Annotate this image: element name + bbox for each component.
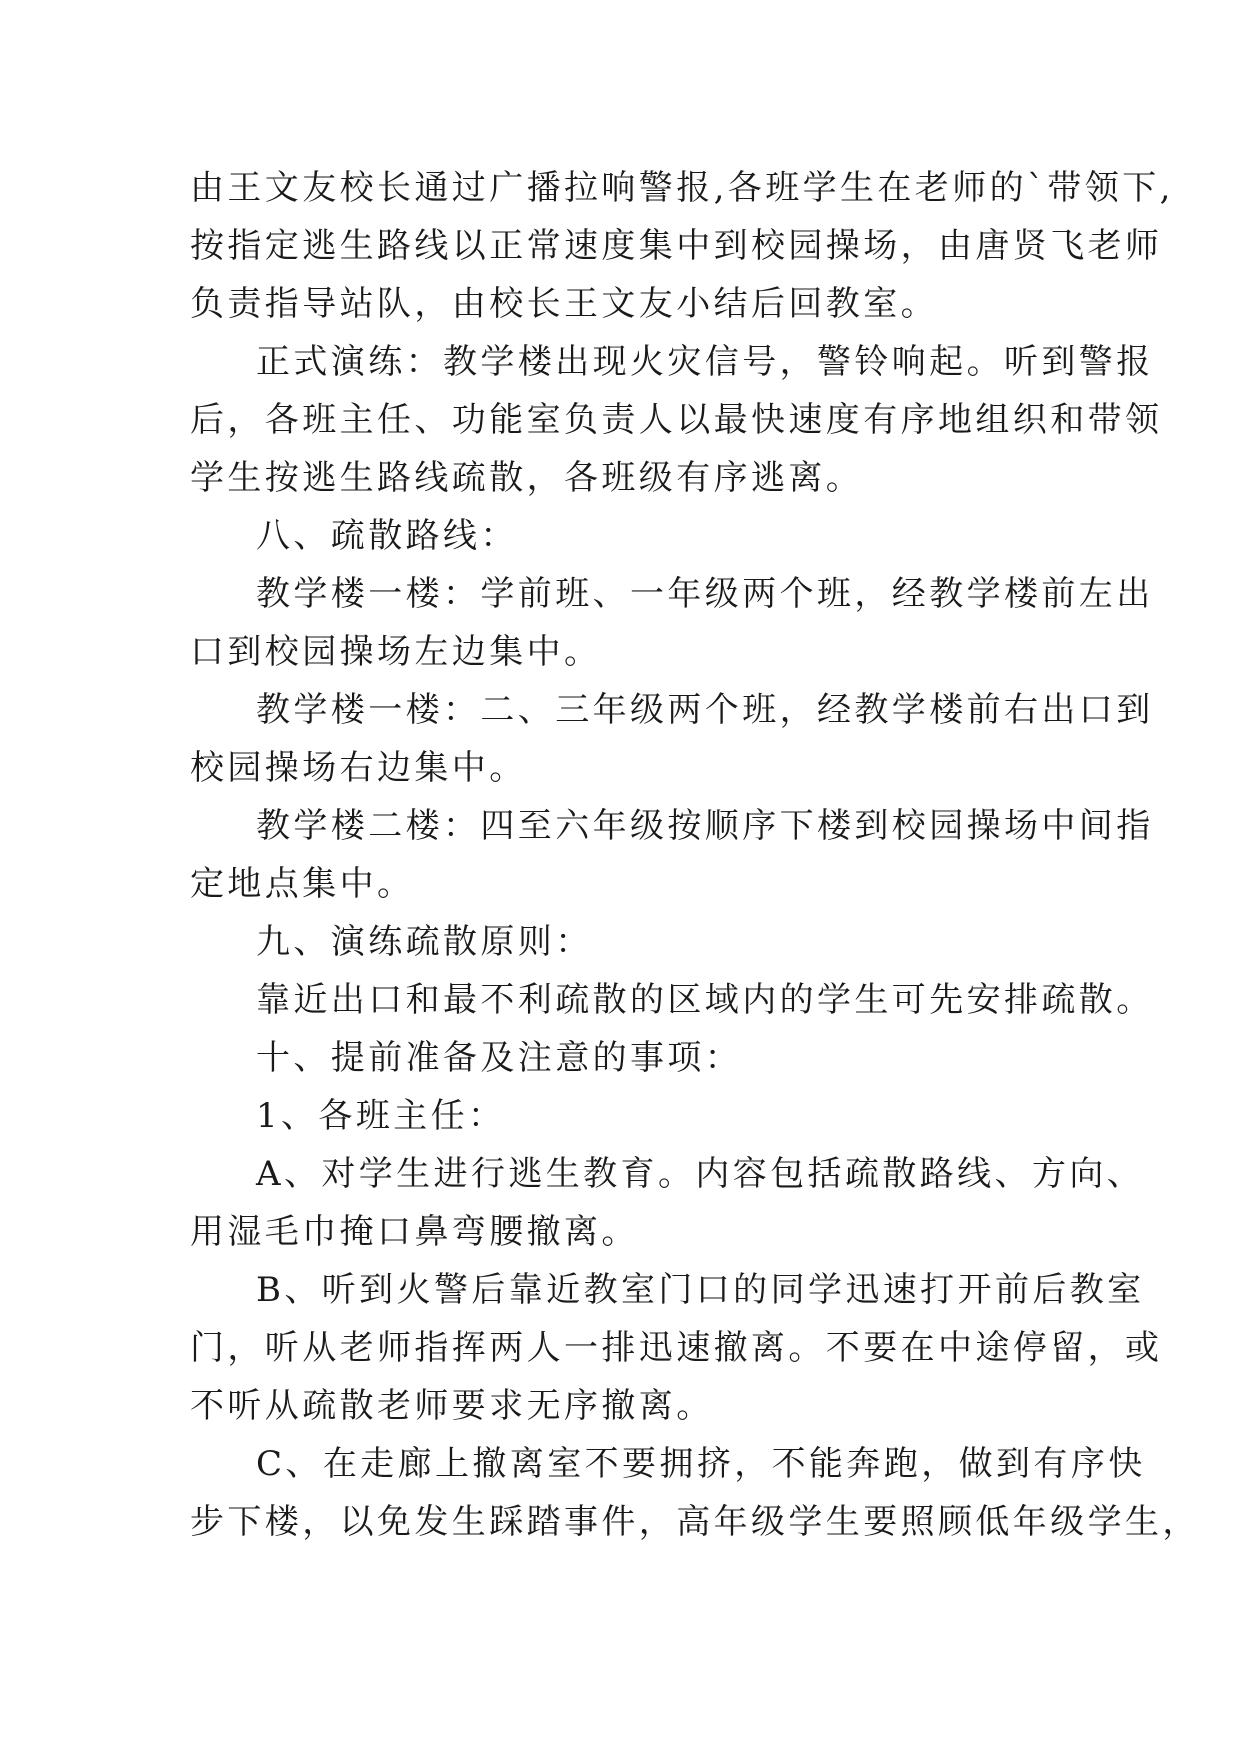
section-heading-10: 十、提前准备及注意的事项：: [256, 1038, 743, 1078]
paragraph-start-line: 靠近出口和最不利疏散的区域内的学生可先安排疏散。: [256, 980, 1154, 1020]
text-line: 不听从疏散老师要求无序撤离。: [190, 1386, 714, 1426]
section-heading-8: 八、疏散路线：: [256, 516, 518, 556]
section-heading-9: 九、演练疏散原则：: [256, 922, 593, 962]
text-line: 校园操场右边集中。: [190, 748, 527, 788]
text-line: 定地点集中。: [190, 864, 415, 904]
text-line: 按指定逃生路线以正常速度集中到校园操场，由唐贤飞老师: [190, 226, 1163, 266]
paragraph-start-line: 教学楼一楼：二、三年级两个班，经教学楼前右出口到: [256, 690, 1154, 730]
text-line: 负责指导站队，由校长王文友小结后回教室。: [190, 284, 938, 324]
paragraph-start-line: B、听到火警后靠近教室门口的同学迅速打开前后教室: [256, 1270, 1145, 1310]
paragraph-start-line: 教学楼二楼：四至六年级按顺序下楼到校园操场中间指: [256, 806, 1154, 846]
text-line: 后，各班主任、功能室负责人以最快速度有序地组织和带领: [190, 400, 1163, 440]
text-line: 由王文友校长通过广播拉响警报,各班学生在老师的`带领下,: [190, 168, 1174, 208]
paragraph-start-line: C、在走廊上撤离室不要拥挤，不能奔跑，做到有序快: [256, 1444, 1146, 1484]
text-line: 口到校园操场左边集中。: [190, 632, 602, 672]
text-line: 学生按逃生路线疏散，各班级有序逃离。: [190, 458, 864, 498]
subsection-heading: 1、各班主任：: [256, 1096, 506, 1136]
paragraph-start-line: A、对学生进行逃生教育。内容包括疏散路线、方向、: [256, 1154, 1145, 1194]
text-line: 用湿毛巾掩口鼻弯腰撤离。: [190, 1212, 639, 1252]
text-line: 门，听从老师指挥两人一排迅速撤离。不要在中途停留，或: [190, 1328, 1163, 1368]
paragraph-start-line: 教学楼一楼：学前班、一年级两个班，经教学楼前左出: [256, 574, 1154, 614]
text-line: 步下楼，以免发生踩踏事件，高年级学生要照顾低年级学生，: [190, 1502, 1200, 1542]
paragraph-start-line: 正式演练：教学楼出现火灾信号，警铃响起。听到警报: [256, 342, 1154, 382]
